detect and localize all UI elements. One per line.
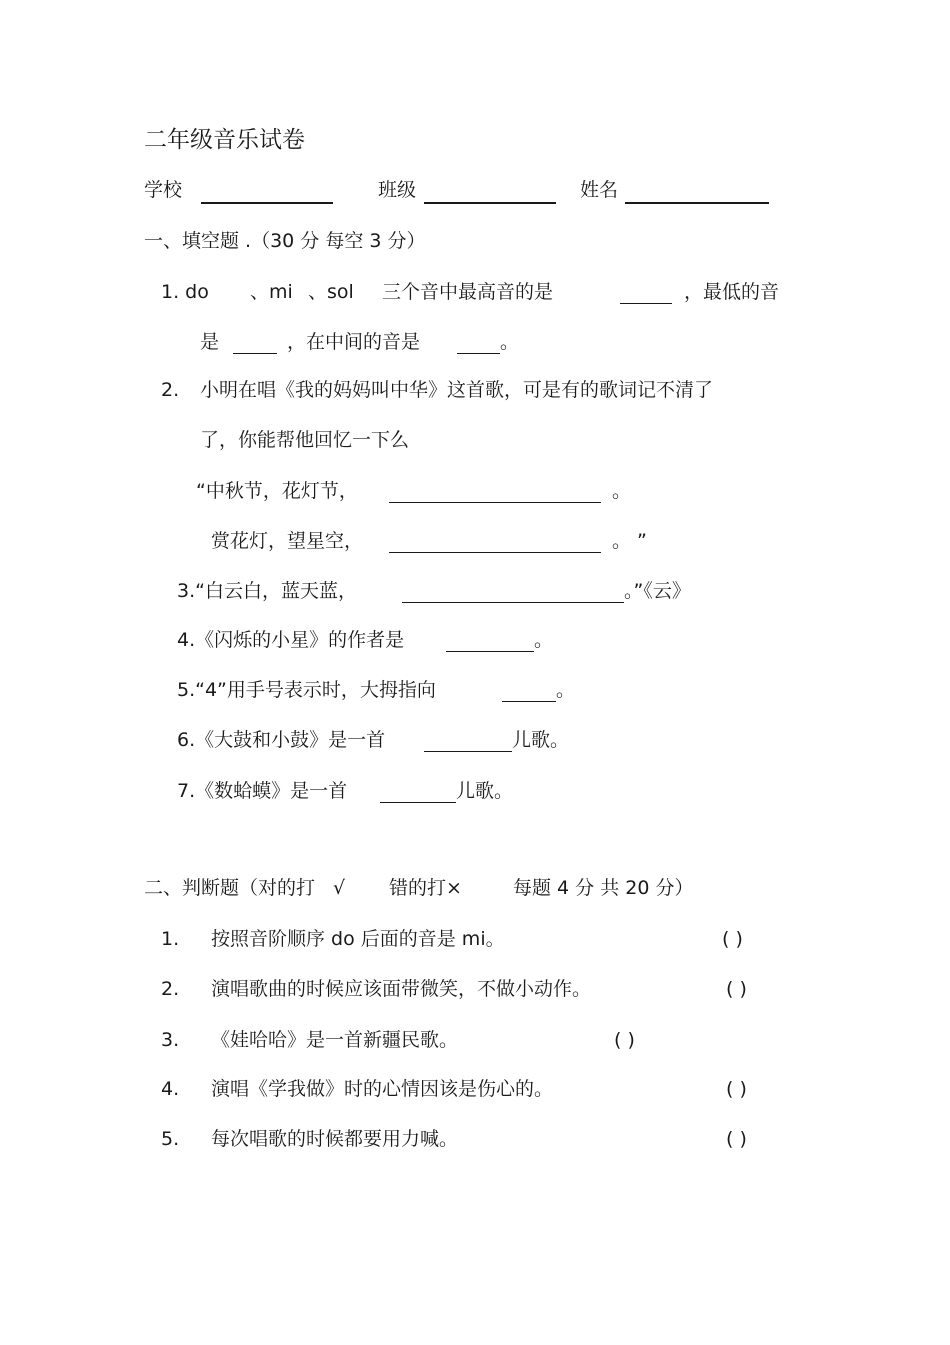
q3-blank[interactable] — [402, 584, 624, 603]
judge-answer-parens[interactable]: ( ) — [614, 1029, 635, 1051]
judge-item-number: 1. — [161, 928, 180, 950]
class-blank[interactable] — [424, 184, 556, 204]
section2-heading-part2: 错的打× — [389, 877, 462, 899]
q2-lyric2-end: 。 ” — [612, 530, 647, 552]
q1-highest-blank[interactable] — [620, 285, 672, 304]
name-blank[interactable] — [625, 184, 769, 204]
q6-end: 儿歌。 — [512, 729, 570, 751]
q1-lowest-blank[interactable] — [233, 335, 277, 354]
section1-heading: 一、填空题 .（30 分 每空 3 分） — [144, 230, 426, 252]
q5-end: 。 — [556, 679, 576, 701]
judge-item-number: 2. — [161, 978, 180, 1000]
q2-lyric1-blank[interactable] — [389, 484, 601, 503]
q1-end: 。 — [500, 331, 520, 353]
check-mark-symbol: √ — [333, 877, 346, 899]
judge-item-number: 4. — [161, 1078, 180, 1100]
q1-number: 1. do — [161, 281, 209, 303]
q1-middle-label: ，在中间的音是 — [287, 331, 421, 353]
q2-lyric2-blank[interactable] — [389, 534, 601, 553]
q1-question: 三个音中最高音的是 — [382, 281, 554, 303]
school-label: 学校 — [144, 179, 183, 201]
q1-mi: 、mi — [250, 281, 293, 303]
q4-blank[interactable] — [446, 633, 534, 652]
q2-line2: 了，你能帮他回忆一下么 — [200, 429, 410, 451]
school-blank[interactable] — [201, 184, 333, 204]
judge-item-text: 演唱《学我做》时的心情因该是伤心的。 — [211, 1078, 554, 1100]
q7-text: 7.《数蛤蟆》是一首 — [177, 780, 348, 802]
judge-item-text: 演唱歌曲的时候应该面带微笑，不做小动作。 — [211, 978, 592, 1000]
q2-line1: 小明在唱《我的妈妈叫中华》这首歌，可是有的歌词记不清了 — [200, 379, 714, 401]
judge-answer-parens[interactable]: ( ) — [726, 1128, 747, 1150]
q1-lowest-label: ，最低的音 — [684, 281, 780, 303]
q2-lyric1: “中秋节，花灯节， — [196, 480, 358, 502]
q1-line2-shi: 是 — [200, 331, 220, 353]
q3-text: 3.“白云白，蓝天蓝， — [177, 580, 357, 602]
q1-middle-blank[interactable] — [457, 335, 500, 354]
q5-blank[interactable] — [502, 683, 556, 702]
q2-lyric2: 赏花灯，望星空， — [211, 530, 364, 552]
q6-text: 6.《大鼓和小鼓》是一首 — [177, 729, 386, 751]
q4-text: 4.《闪烁的小星》的作者是 — [177, 629, 405, 651]
page-title: 二年级音乐试卷 — [144, 127, 305, 153]
q7-end: 儿歌。 — [456, 780, 514, 802]
class-label: 班级 — [378, 179, 417, 201]
q1-sol: 、sol — [308, 281, 354, 303]
judge-item-number: 3. — [161, 1029, 180, 1051]
judge-item-number: 5. — [161, 1128, 180, 1150]
q6-blank[interactable] — [424, 733, 512, 752]
judge-answer-parens[interactable]: ( ) — [726, 1078, 747, 1100]
q4-end: 。 — [534, 629, 554, 651]
section2-heading-part1: 二、判断题（对的打 — [144, 877, 316, 899]
q2-number: 2. — [161, 379, 180, 401]
judge-item-text: 按照音阶顺序 do 后面的音是 mi。 — [211, 928, 505, 950]
judge-item-text: 《娃哈哈》是一首新疆民歌。 — [211, 1029, 459, 1051]
section2-heading-part3: 每题 4 分 共 20 分） — [513, 877, 694, 899]
name-label: 姓名 — [580, 179, 619, 201]
judge-answer-parens[interactable]: ( ) — [722, 928, 743, 950]
q5-text: 5.“4”用手号表示时，大拇指向 — [177, 679, 436, 701]
judge-answer-parens[interactable]: ( ) — [726, 978, 747, 1000]
judge-item-text: 每次唱歌的时候都要用力喊。 — [211, 1128, 459, 1150]
q3-end: 。”《云》 — [624, 580, 691, 602]
q2-lyric1-end: 。 — [612, 480, 632, 502]
q7-blank[interactable] — [380, 784, 456, 803]
